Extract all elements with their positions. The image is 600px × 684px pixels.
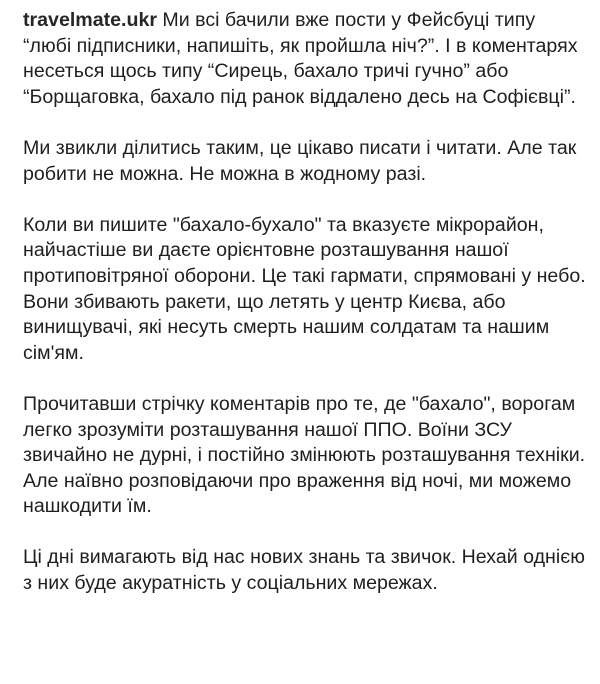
post-username[interactable]: travelmate.ukr — [23, 9, 157, 31]
post-caption — [23, 8, 586, 597]
caption-paragraph-3: Коли ви пишите "бахало-бухало" та вказуєте мікрорайон, найчастіше ви даєте орієнтовне розташування нашої протиповітряної оборони. Це такі гармати, спрямовані у небо. Вони збивають ракети, що летять у центр Києва, або винищувачі, які несуть смерть нашим солдатам та нашим сім'ям. — [23, 213, 586, 364]
caption-paragraph-1 — [23, 8, 586, 110]
caption-paragraph-5: Ці дні вимагають від нас нових знань та звичок. Нехай однією з них буде акуратність у соціальних мережах. — [23, 546, 585, 595]
caption-paragraph-2: Ми звикли ділитись таким, це цікаво писати і читати. Але так робити не можна. Не можна в жодному разі. — [23, 136, 577, 185]
caption-paragraph-1-text: Ми всі бачили вже пости у Фейсбуці типу “любі підписники, напишіть, як пройшла ніч?”. І в коментарях несеться щось типу “Сирець, бахало тричі гучно” або “Борщаговка, бахало під ранок віддалено десь на Софієвці”. — [23, 9, 578, 108]
caption-paragraph-4: Прочитавши стрічку коментарів про те, де "бахало", ворогам легко зрозуміти розташування нашої ППО. Воїни ЗСУ звичайно не дурні, і постійно змінюють розташування техніки. Але наївно розповідаючи про враження від ночі, ми можемо нашкодити їм. — [23, 392, 586, 518]
